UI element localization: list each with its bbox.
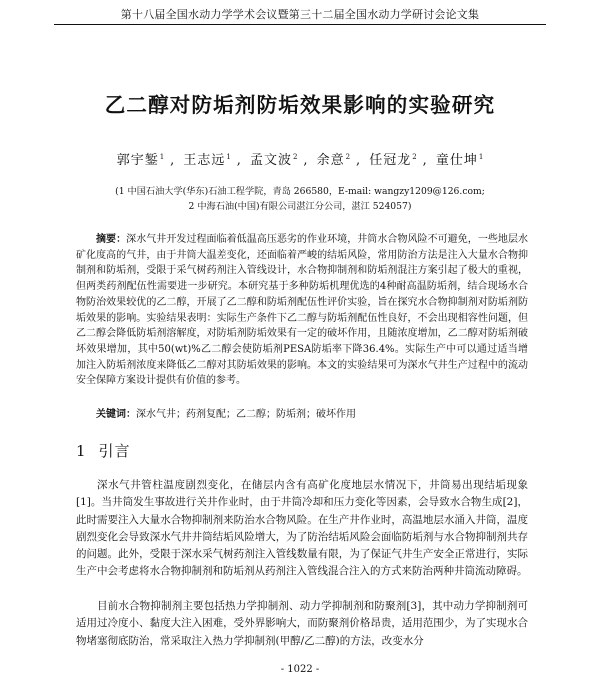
paper-title: 乙二醇对防垢剂防垢效果影响的实验研究	[104, 93, 496, 117]
author	[362, 153, 417, 168]
author-name: 童仕坤	[435, 153, 478, 168]
author-list	[0, 149, 600, 168]
author	[176, 153, 231, 168]
author-affiliation-mark: 2	[345, 152, 351, 161]
body-paragraph: 目前水合物抑制剂主要包括热力学抑制剂、动力学抑制剂和防聚剂[3]，其中动力学抑制剂可适用过冷度小、黏度大注入困难，受外界影响大，而防聚剂价格昂贵，适用范围少，为了实现水合物堵塞彻底防治，常采取注入热力学抑制剂(甲醇/乙二醇)的方法，改变水分	[76, 600, 528, 647]
abstract	[76, 232, 528, 389]
keywords	[96, 405, 528, 420]
running-header: 第十八届全国水动力学学术会议暨第三十二届全国水动力学研讨会论文集	[120, 8, 480, 21]
abstract-label: 摘要：	[96, 234, 127, 245]
author-affiliation-mark: 2	[292, 152, 298, 161]
author-name: 余意	[316, 153, 345, 168]
body-paragraph: 深水气井管柱温度剧烈变化，在储层内含有高矿化度地层水情况下，井筒易出现结垢现象[1]。当井筒发生事故进行关井作业时，由于井筒冷却和压力变化等因素，会导致水合物生成[2]，此时需要注入大量水合物抑制剂来防治水合物风险。在生产井作业时，高温地层水涌入井筒，温度剧烈变化会导致深水气井井筒结垢风险增大，为了防治结垢风险会面临防垢剂与水合物抑制剂共存的问题。此外，受限于深水采气树药剂注入管线数量有限，为了保证气井生产安全正常进行，实际生产中会考虑将水合物抑制剂和防垢剂从药剂注入管线混合注入的方式来防治两种井筒流动障碍。	[76, 479, 528, 578]
page-number: - 1022 -	[280, 664, 320, 675]
author-name: 任冠龙	[369, 153, 412, 168]
keywords-text: 深水气井；药剂复配；乙二醇；防垢剂；破坏作用	[136, 409, 356, 420]
author-affiliation-mark: 1	[159, 152, 165, 161]
author	[243, 153, 298, 168]
author-affiliation-mark: 1	[478, 152, 484, 161]
header-rule	[54, 24, 546, 25]
section-number: 1	[76, 442, 87, 460]
section-title: 引言	[98, 442, 131, 460]
author-name: 孟文波	[249, 153, 292, 168]
author-name: 王志远	[183, 153, 226, 168]
author	[309, 153, 350, 168]
abstract-text: 深水气井开发过程面临着低温高压恶劣的作业环境，井筒水合物风险不可避免，一些地层水矿化度高的气井，由于井筒大温差变化，还面临着严峻的结垢风险，常用防治方法是注入大量水合物抑制剂和防垢剂，受限于采气树药剂注入管线设计，水合物抑制剂和防垢剂混注方案引起了极大的重视，但两类药剂配伍性需要进一步研究。本研究基于多种防垢机理优选的4种耐高温防垢剂，结合现场水合物防治效果较优的乙二醇，开展了乙二醇和防垢剂配伍性评价实验，旨在探究水合物抑制剂对防垢剂防垢效果的影响。实验结果表明：实际生产条件下乙二醇与防垢剂配伍性良好，不会出现相容性问题，但乙二醇会降低防垢剂溶解度，对防垢剂防垢效果有一定的破坏作用，且随浓度增加，乙二醇对防垢剂破坏效果增加，其中50(wt)%乙二醇会使防垢剂PESA防垢率下降36.4%。实际生产中可以通过适当增加注入防垢剂浓度来降低乙二醇对其防垢效果的影响。本文的实验结果可为深水气井生产过程中的流动安全保障方案设计提供有价值的参考。	[76, 234, 529, 387]
author-name: 郭宇錾	[116, 153, 159, 168]
author	[117, 153, 164, 168]
keywords-label: 关键词：	[96, 409, 136, 420]
author-affiliation-mark: 2	[412, 152, 417, 161]
affiliation-line-2: 2 中海石油(中国)有限公司湛江分公司，湛江 524057)	[188, 201, 412, 212]
affiliation-line-1: (1 中国石油大学(华东)石油工程学院，青岛 266580，E-mail: wangzy1209@126.com;	[115, 186, 485, 197]
author	[429, 153, 484, 168]
section-heading	[76, 440, 131, 461]
author-affiliation-mark: 1	[226, 152, 231, 161]
